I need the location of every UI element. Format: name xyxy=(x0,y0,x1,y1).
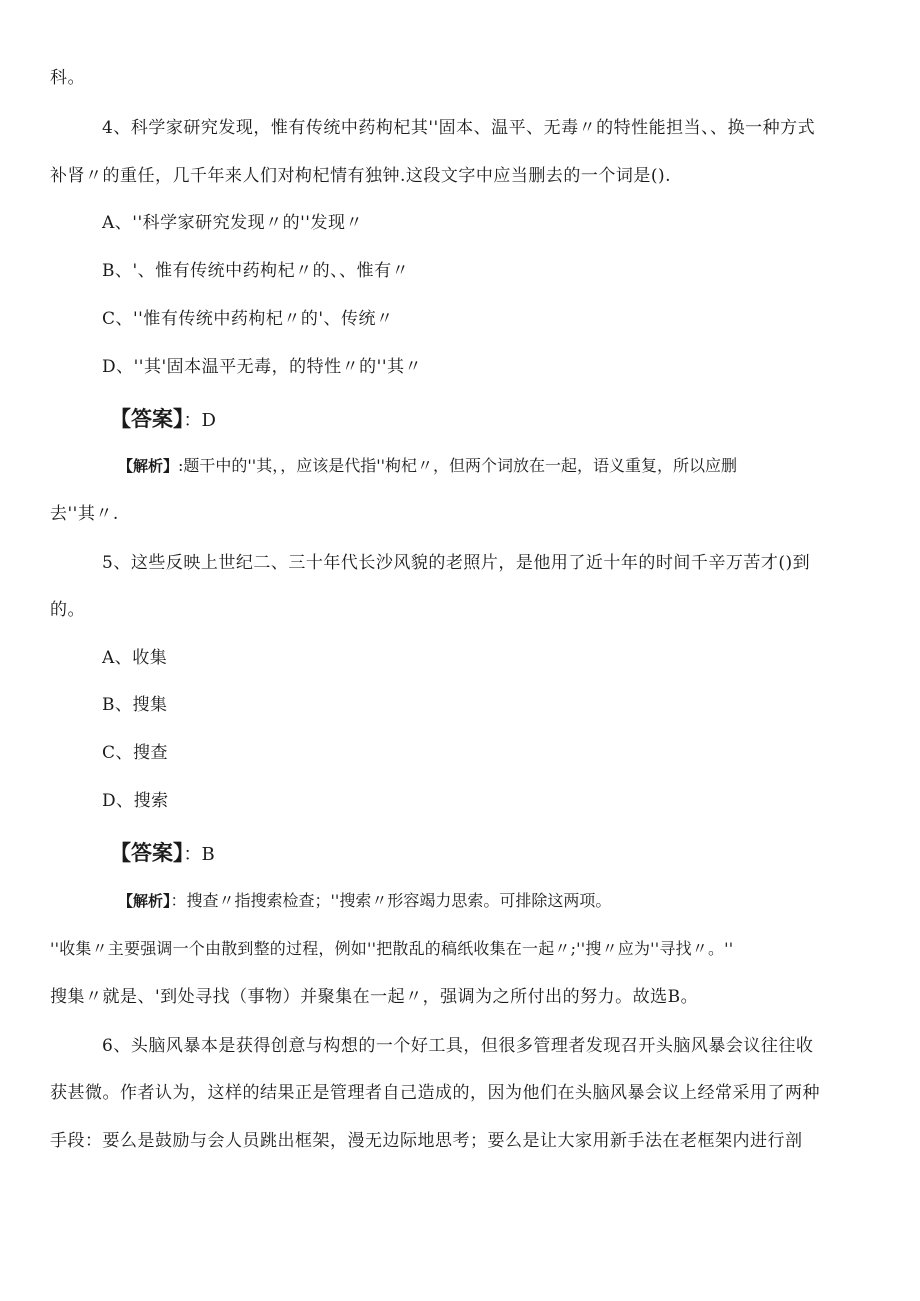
explanation-text: ：搜查〃指搜索检查；''搜索〃形容竭力思索。可排除这两项。 xyxy=(170,891,612,910)
question-4-text-cont: 补肾〃的重任，几千年来人们对枸杞情有独钟.这段文字中应当删去的一个词是(). xyxy=(50,166,672,186)
question-6-text-cont: 手段：要么是鼓励与会人员跳出框架，漫无边际地思考；要么是让大家用新手法在老框架内进行剖 xyxy=(50,1131,803,1151)
question-5-text: 5、这些反映上世纪二、三十年代长沙风貌的老照片，是他用了近十年的时间千辛万苦才()到 xyxy=(102,553,811,573)
question-6-text: 6、头脑风暴本是获得创意与构想的一个好工具，但很多管理者发现召开头脑风暴会议往往收 xyxy=(102,1036,814,1056)
answer-separator: ： xyxy=(183,410,202,431)
text-line: 科。 xyxy=(50,68,85,88)
question-5-option-b: B、搜集 xyxy=(102,695,168,715)
question-5-option-d: D、搜索 xyxy=(102,791,169,811)
answer-label: 【答案】 xyxy=(110,407,184,431)
question-5-text-cont: 的。 xyxy=(50,600,85,620)
question-6-text-cont: 获甚微。作者认为，这样的结果正是管理者自己造成的，因为他们在头脑风暴会议上经常采用了两种 xyxy=(50,1083,820,1103)
question-4-answer xyxy=(110,405,216,435)
answer-value: D xyxy=(201,410,216,431)
explanation-label: 【解析】 xyxy=(118,892,171,910)
question-4-option-d: D、''其'固本温平无毒，的特性〃的''其〃 xyxy=(102,357,422,377)
answer-value: B xyxy=(201,844,215,865)
answer-separator: ： xyxy=(183,844,202,865)
question-4-option-b: B、'、惟有传统中药枸杞〃的、、惟有〃 xyxy=(102,261,410,281)
question-5-answer xyxy=(110,839,215,869)
question-5-option-c: C、搜查 xyxy=(102,743,169,763)
answer-label: 【答案】 xyxy=(110,841,184,865)
explanation-text: :题干中的''其，，应该是代指''枸杞〃，但两个词放在一起，语义重复，所以应删 xyxy=(178,456,738,475)
question-4-explanation xyxy=(118,454,737,478)
question-4-text: 4、科学家研究发现，惟有传统中药枸杞其''固本、温平、无毒〃的特性能担当、、换一种方式 xyxy=(102,118,816,138)
explanation-label: 【解析】 xyxy=(118,457,179,475)
question-4-option-c: C、''惟有传统中药枸杞〃的'、传统〃 xyxy=(102,309,394,329)
question-5-option-a: A、收集 xyxy=(102,648,168,668)
question-5-explanation xyxy=(118,889,611,913)
question-5-explanation-cont: ''收集〃主要强调一个由散到整的过程，例如''把散乱的稿纸收集在一起〃;''搜〃应为''寻找〃。'' xyxy=(50,939,734,958)
question-5-explanation-cont: 搜集〃就是、'到处寻找（事物）并聚集在一起〃，强调为之所付出的努力。故选B。 xyxy=(50,987,699,1007)
question-4-explanation-cont: 去''其〃. xyxy=(50,504,119,524)
question-4-option-a: A、''科学家研究发现〃的''发现〃 xyxy=(102,213,363,233)
